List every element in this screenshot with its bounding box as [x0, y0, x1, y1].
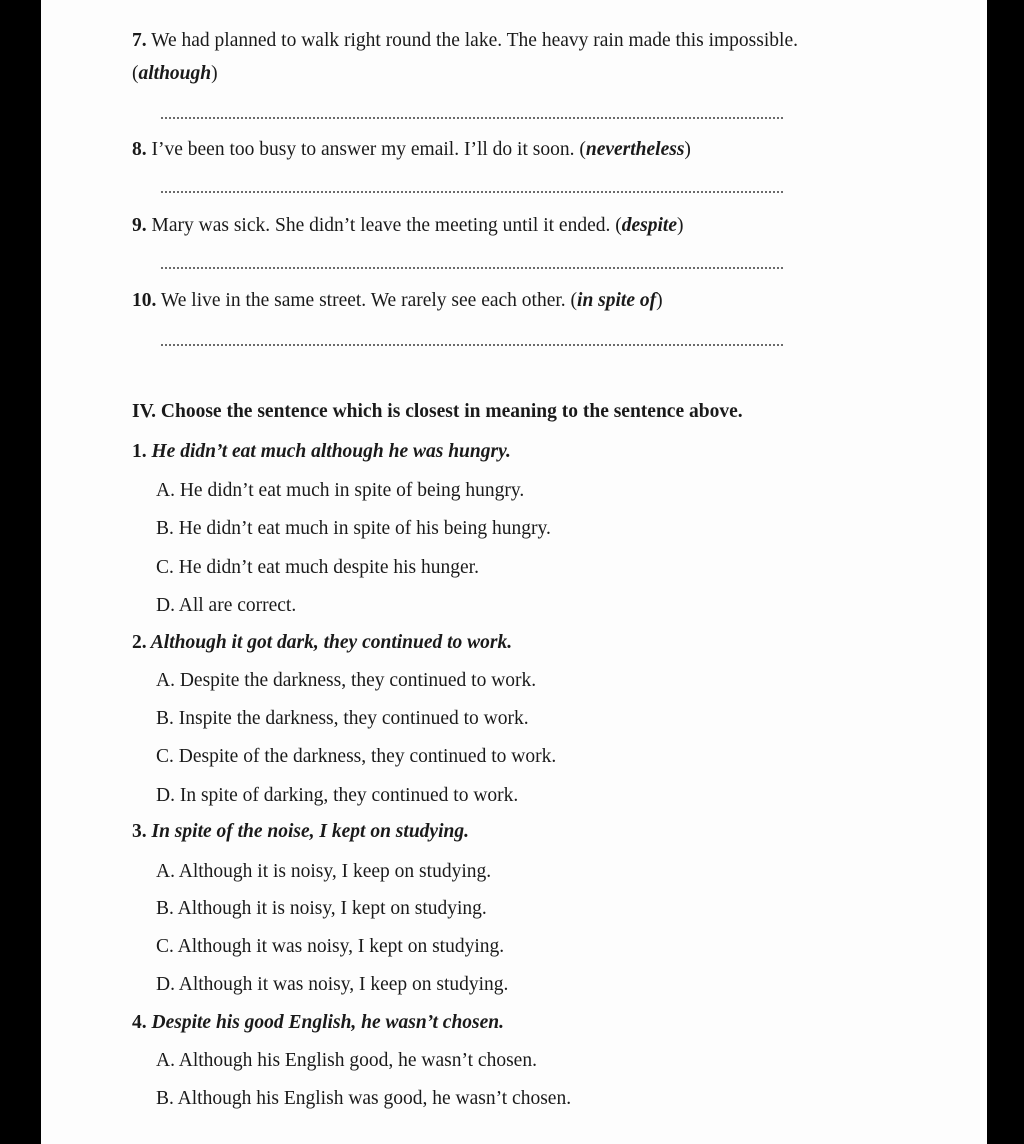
- option-2c[interactable]: C. Despite of the darkness, they continued to work.: [156, 746, 557, 767]
- rewrite-item-7: 7. We had planned to walk right round the lake. The heavy rain made this impossible.: [132, 30, 798, 51]
- answer-line-8[interactable]: [161, 191, 783, 193]
- rewrite-item-text: We had planned to walk right round the lake. The heavy rain made this impossible.: [151, 30, 798, 51]
- option-2a[interactable]: A. Despite the darkness, they continued to work.: [156, 670, 537, 691]
- hint-word: although: [138, 63, 212, 84]
- section-heading: IV. Choose the sentence which is closest in meaning to the sentence above.: [132, 401, 743, 422]
- option-3a[interactable]: A. Although it is noisy, I keep on studying.: [156, 861, 492, 882]
- worksheet-page: [41, 0, 987, 1144]
- option-1d[interactable]: D. All are correct.: [156, 595, 297, 616]
- option-3d[interactable]: D. Although it was noisy, I keep on studying.: [156, 974, 509, 995]
- rewrite-item-text: Mary was sick. She didn’t leave the meeting until it ended.: [151, 215, 616, 236]
- option-4b[interactable]: B. Although his English was good, he wasn’t chosen.: [156, 1088, 572, 1109]
- rewrite-item-text: We live in the same street. We rarely see each other.: [160, 290, 571, 311]
- answer-line-9[interactable]: [161, 267, 783, 269]
- question-3-stem: 3. In spite of the noise, I kept on studying.: [132, 821, 469, 842]
- option-1c[interactable]: C. He didn’t eat much despite his hunger.: [156, 557, 479, 578]
- option-1a[interactable]: A. He didn’t eat much in spite of being hungry.: [156, 480, 525, 501]
- hint-word: in spite of: [577, 290, 657, 311]
- answer-line-7[interactable]: [161, 117, 783, 119]
- option-4a[interactable]: A. Although his English good, he wasn’t chosen.: [156, 1050, 537, 1071]
- option-1b[interactable]: B. He didn’t eat much in spite of his being hungry.: [156, 518, 551, 539]
- rewrite-item-9: 9. Mary was sick. She didn’t leave the meeting until it ended. (despite): [132, 215, 684, 236]
- question-4-stem: 4. Despite his good English, he wasn’t chosen.: [132, 1012, 505, 1033]
- rewrite-item-10: 10. We live in the same street. We rarely see each other. (in spite of): [132, 290, 663, 311]
- question-1-stem: 1. He didn’t eat much although he was hungry.: [132, 441, 511, 462]
- option-2b[interactable]: B. Inspite the darkness, they continued to work.: [156, 708, 529, 729]
- question-2-stem: 2. Although it got dark, they continued to work.: [132, 632, 513, 653]
- answer-line-10[interactable]: [161, 344, 783, 346]
- hint-word: despite: [621, 215, 677, 236]
- option-2d[interactable]: D. In spite of darking, they continued to work.: [156, 785, 519, 806]
- rewrite-item-7-hint: (although): [132, 63, 218, 84]
- rewrite-item-8: 8. I’ve been too busy to answer my email. I’ll do it soon. (nevertheless): [132, 139, 691, 160]
- option-3b[interactable]: B. Although it is noisy, I kept on studying.: [156, 898, 487, 919]
- option-3c[interactable]: C. Although it was noisy, I kept on studying.: [156, 936, 505, 957]
- rewrite-item-text: I’ve been too busy to answer my email. I’ll do it soon.: [151, 139, 580, 160]
- hint-word: nevertheless: [585, 139, 685, 160]
